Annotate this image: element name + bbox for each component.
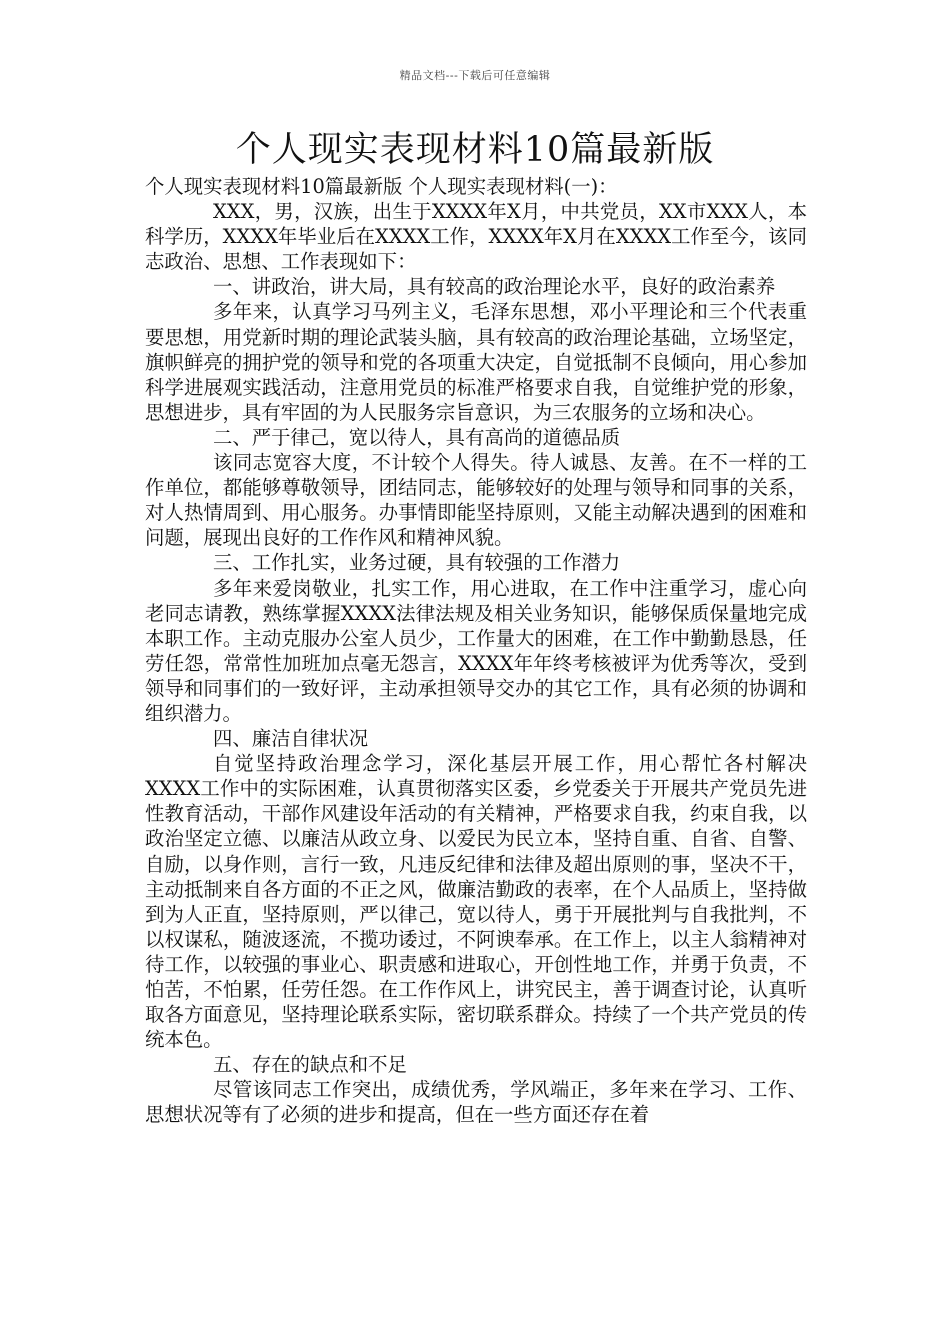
paragraph: 一、讲政治，讲大局，具有较高的政治理论水平，良好的政治素养 (213, 275, 776, 299)
paragraph: XXX，男，汉族，出生于XXXX年X月，中共党员，XX市XXX人，本科学历，XXXX年毕业后在XXXX工作，XXXX年X月在XXXX工作至今，该同志政治、思想、工作表现如下： (145, 200, 807, 274)
paragraph: 三、工作扎实，业务过硬，具有较强的工作潜力 (213, 551, 621, 575)
document-title: 个人现实表现材料10篇最新版 (235, 130, 715, 170)
page-header: 精品文档---下载后可任意编辑 (399, 69, 551, 82)
paragraph: 尽管该同志工作突出，成绩优秀，学风端正，多年来在学习、工作、思想状况等有了必须的进步和提高，但在一些方面还存在着 (145, 1078, 807, 1127)
paragraph: 多年来，认真学习马列主义，毛泽东思想，邓小平理论和三个代表重要思想，用党新时期的理论武装头脑，具有较高的政治理论基础，立场坚定，旗帜鲜亮的拥护党的领导和党的各项重大决定，自觉抵制不良倾向，用心参加科学进展观实践活动，注意用党员的标准严格要求自我，自觉维护党的形象，思想进步，具有牢固的为人民服务宗旨意识，为三农服务的立场和决心。 (145, 300, 807, 424)
paragraph: 五、存在的缺点和不足 (213, 1053, 407, 1077)
paragraph: 自觉坚持政治理念学习，深化基层开展工作，用心帮忙各村解决XXXX工作中的实际困难，认真贯彻落实区委，乡党委关于开展共产党员先进性教育活动，干部作风建设年活动的有关精神，严格要求自我，约束自我，以政治坚定立德、以廉洁从政立身、以爱民为民立本，坚持自重、自省、自警、自励，以身作则，言行一致，凡违反纪律和法律及超出原则的事，坚决不干，主动抵制来自各方面的不正之风，做廉洁勤政的表率，在个人品质上，坚持做到为人正直，坚持原则，严以律己，宽以待人，勇于开展批判与自我批判，不以权谋私，随波逐流，不揽功诿过，不阿谀奉承。在工作上，以主人翁精神对待工作，以较强的事业心、职责感和进取心，开创性地工作，并勇于负责，不怕苦，不怕累，任劳任怨。在工作作风上，讲究民主，善于调查讨论，认真听取各方面意见，坚持理论联系实际，密切联系群众。持续了一个共产党员的传统本色。 (145, 752, 807, 1052)
paragraph: 个人现实表现材料10篇最新版 个人现实表现材料(一)： (145, 175, 618, 198)
document-body (145, 174, 807, 1128)
paragraph: 二、严于律己，宽以待人，具有高尚的道德品质 (213, 425, 621, 449)
paragraph: 该同志宽容大度，不计较个人得失。待人诚恳、友善。在不一样的工作单位，都能够尊敬领导，团结同志，能够较好的处理与领导和同事的关系，对人热情周到、用心服务。办事情即能坚持原则，又能主动解决遇到的困难和问题，展现出良好的工作作风和精神风貌。 (145, 451, 807, 550)
paragraph: 四、廉洁自律状况 (213, 727, 369, 751)
paragraph: 多年来爱岗敬业，扎实工作，用心进取，在工作中注重学习，虚心向老同志请教，熟练掌握XXXX法律法规及相关业务知识，能够保质保量地完成本职工作。主动克服办公室人员少，工作量大的困难，在工作中勤勤恳恳，任劳任怨，常常性加班加点毫无怨言，XXXX年年终考核被评为优秀等次，受到领导和同事们的一致好评，主动承担领导交办的其它工作，具有必须的协调和组织潜力。 (145, 576, 807, 725)
